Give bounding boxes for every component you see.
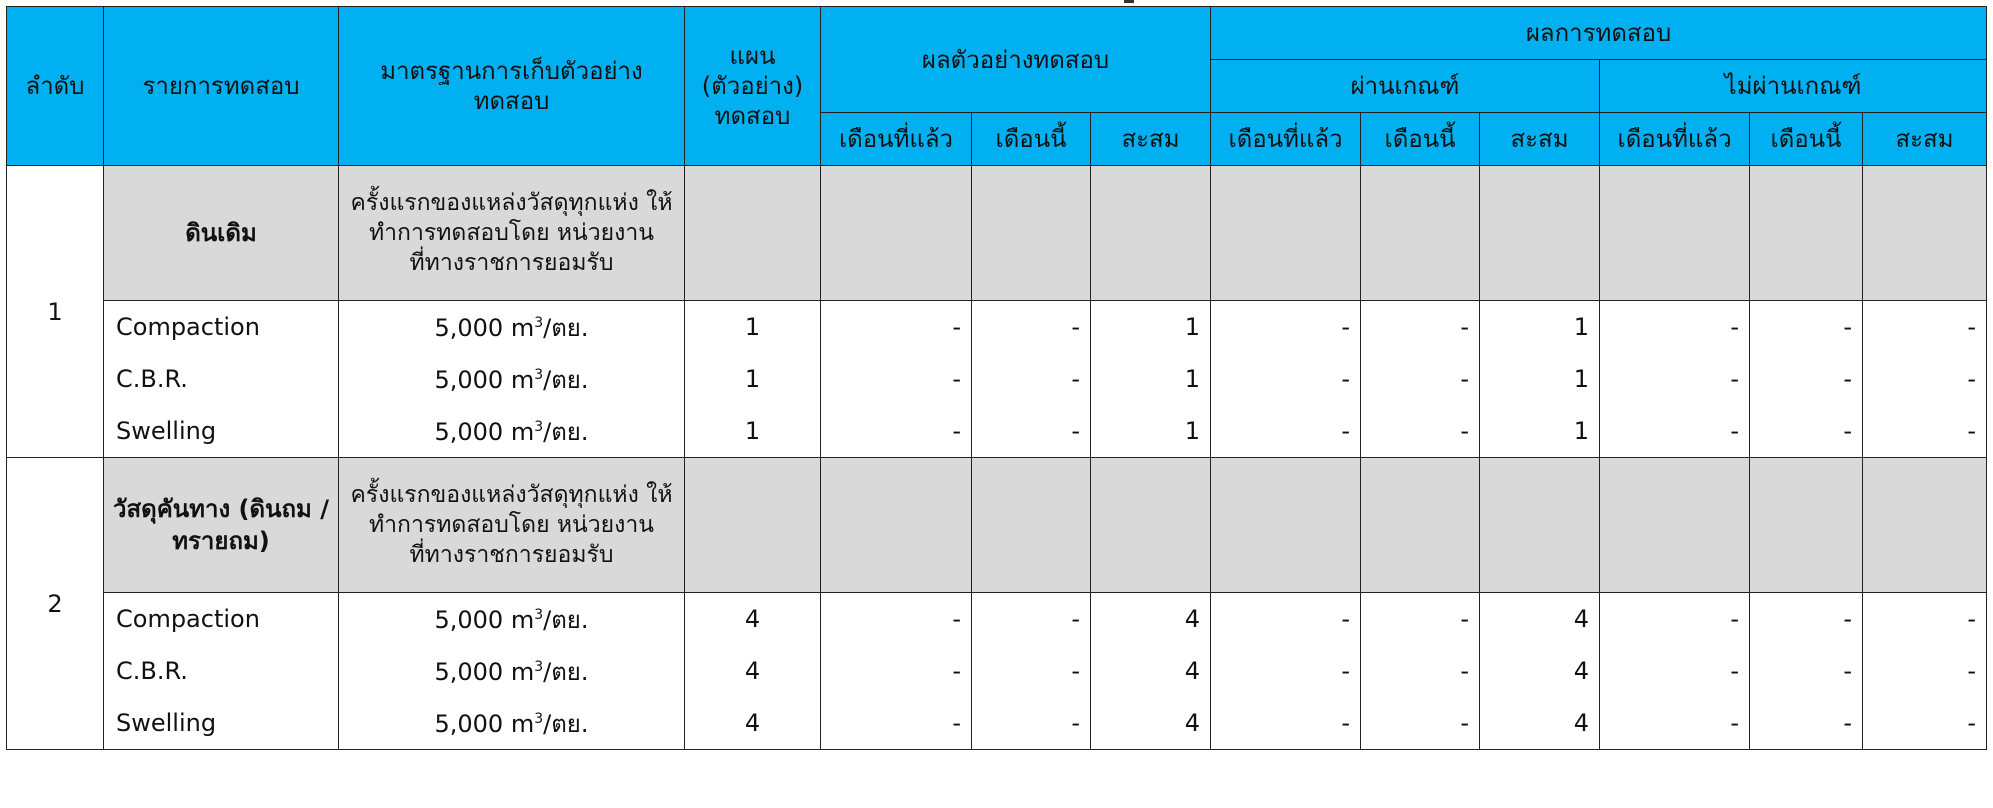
result-cell: 4: [1480, 593, 1600, 646]
section-standard-note: ครั้งแรกของแหล่งวัสดุทุกแห่ง ให้ทำการทดสอบโดย หน่วยงานที่ทางราชการยอมรับ: [339, 166, 685, 301]
result-cell: -: [972, 593, 1091, 646]
standard-value: 5,000 m: [434, 605, 535, 634]
row-index: 2: [7, 458, 104, 750]
table-row: [7, 645, 1987, 697]
result-cell: -: [1750, 593, 1863, 646]
section-empty-cell: [1091, 166, 1211, 301]
test-name: Compaction: [104, 301, 339, 354]
table-body: [7, 166, 1987, 750]
section-empty-cell: [685, 458, 821, 593]
standard-unit: /ตย.: [543, 605, 589, 634]
result-cell: -: [1600, 405, 1750, 458]
result-cell: -: [972, 301, 1091, 354]
header-test-results: ผลการทดสอบ: [1211, 7, 1987, 60]
sampling-standard: [339, 405, 685, 458]
section-header-row: [7, 166, 1987, 301]
standard-value: 5,000 m: [434, 365, 535, 394]
header-fail-cumulative: สะสม: [1863, 113, 1987, 166]
standard-value: 5,000 m: [434, 709, 535, 738]
result-cell: -: [1600, 593, 1750, 646]
standard-unit: /ตย.: [543, 417, 589, 446]
header-pass: ผ่านเกณฑ์: [1211, 60, 1600, 113]
result-cell: -: [1211, 645, 1361, 697]
standard-value: 5,000 m: [434, 417, 535, 446]
table-row: [7, 405, 1987, 458]
section-title: ดินเดิม: [104, 166, 339, 301]
standard-value: 5,000 m: [434, 657, 535, 686]
section-header-row: [7, 458, 1987, 593]
section-empty-cell: [1480, 458, 1600, 593]
section-empty-cell: [821, 458, 972, 593]
result-cell: 4: [1091, 645, 1211, 697]
header-sample-results: ผลตัวอย่างทดสอบ: [821, 7, 1211, 113]
table-row: [7, 697, 1987, 750]
result-cell: -: [1863, 353, 1987, 405]
result-cell: 4: [1480, 697, 1600, 750]
header-fail-last-month: เดือนที่แล้ว: [1600, 113, 1750, 166]
header-item: รายการทดสอบ: [104, 7, 339, 166]
result-cell: -: [1863, 645, 1987, 697]
section-standard-note: ครั้งแรกของแหล่งวัสดุทุกแห่ง ให้ทำการทดสอบโดย หน่วยงานที่ทางราชการยอมรับ: [339, 458, 685, 593]
plan-value: 4: [685, 645, 821, 697]
cubic-superscript: 3: [534, 658, 544, 675]
header-no: ลำดับ: [7, 7, 104, 166]
test-name: C.B.R.: [104, 645, 339, 697]
test-name: Swelling: [104, 405, 339, 458]
section-empty-cell: [1480, 166, 1600, 301]
cubic-superscript: 3: [534, 606, 544, 623]
header-fail-this-month: เดือนนี้: [1750, 113, 1863, 166]
table-row: [7, 353, 1987, 405]
result-cell: -: [1750, 405, 1863, 458]
table-row: [7, 301, 1987, 354]
header-plan: แผน (ตัวอย่าง) ทดสอบ: [685, 7, 821, 166]
result-cell: -: [821, 697, 972, 750]
standard-value: 5,000 m: [434, 313, 535, 342]
section-empty-cell: [1863, 458, 1987, 593]
section-empty-cell: [1750, 458, 1863, 593]
section-empty-cell: [1600, 458, 1750, 593]
result-cell: 4: [1480, 645, 1600, 697]
result-cell: -: [972, 645, 1091, 697]
plan-value: 1: [685, 405, 821, 458]
standard-unit: /ตย.: [543, 709, 589, 738]
result-cell: -: [1361, 645, 1480, 697]
test-name: Compaction: [104, 593, 339, 646]
header-sample-last-month: เดือนที่แล้ว: [821, 113, 972, 166]
plan-value: 4: [685, 593, 821, 646]
section-empty-cell: [1211, 166, 1361, 301]
result-cell: -: [972, 405, 1091, 458]
section-empty-cell: [1091, 458, 1211, 593]
test-results-table: [6, 6, 1987, 750]
plan-value: 1: [685, 301, 821, 354]
cubic-superscript: 3: [534, 314, 544, 331]
section-empty-cell: [972, 458, 1091, 593]
result-cell: -: [1750, 353, 1863, 405]
result-cell: -: [1600, 645, 1750, 697]
result-cell: -: [821, 405, 972, 458]
result-cell: -: [1361, 593, 1480, 646]
result-cell: -: [1361, 301, 1480, 354]
cubic-superscript: 3: [534, 710, 544, 727]
section-empty-cell: [685, 166, 821, 301]
sampling-standard: [339, 593, 685, 646]
section-empty-cell: [1361, 458, 1480, 593]
result-cell: 4: [1091, 593, 1211, 646]
header-standard: มาตรฐานการเก็บตัวอย่างทดสอบ: [339, 7, 685, 166]
sampling-standard: [339, 353, 685, 405]
result-cell: -: [821, 645, 972, 697]
header-sample-this-month: เดือนนี้: [972, 113, 1091, 166]
result-cell: -: [1863, 697, 1987, 750]
result-cell: -: [1863, 301, 1987, 354]
plan-value: 1: [685, 353, 821, 405]
result-cell: -: [1600, 353, 1750, 405]
cubic-superscript: 3: [534, 418, 544, 435]
section-empty-cell: [821, 166, 972, 301]
result-cell: -: [1211, 697, 1361, 750]
standard-unit: /ตย.: [543, 657, 589, 686]
result-cell: -: [1361, 697, 1480, 750]
result-cell: -: [1750, 301, 1863, 354]
result-cell: 1: [1480, 301, 1600, 354]
result-cell: -: [1863, 405, 1987, 458]
result-cell: -: [821, 353, 972, 405]
result-cell: 1: [1480, 405, 1600, 458]
result-cell: -: [1211, 353, 1361, 405]
row-index: 1: [7, 166, 104, 458]
result-cell: -: [972, 353, 1091, 405]
test-results-table-wrapper: [6, 6, 1986, 750]
section-title: วัสดุคันทาง (ดินถม / ทรายถม): [104, 458, 339, 593]
result-cell: 1: [1091, 301, 1211, 354]
result-cell: 4: [1091, 697, 1211, 750]
table-row: [7, 593, 1987, 646]
section-empty-cell: [1863, 166, 1987, 301]
standard-unit: /ตย.: [543, 313, 589, 342]
result-cell: -: [1600, 697, 1750, 750]
header-pass-cumulative: สะสม: [1480, 113, 1600, 166]
result-cell: 1: [1480, 353, 1600, 405]
section-empty-cell: [1600, 166, 1750, 301]
result-cell: -: [1600, 301, 1750, 354]
header-pass-last-month: เดือนที่แล้ว: [1211, 113, 1361, 166]
section-empty-cell: [1211, 458, 1361, 593]
section-empty-cell: [1361, 166, 1480, 301]
plan-value: 4: [685, 697, 821, 750]
section-empty-cell: [1750, 166, 1863, 301]
test-name: Swelling: [104, 697, 339, 750]
sampling-standard: [339, 645, 685, 697]
test-name: C.B.R.: [104, 353, 339, 405]
result-cell: -: [1750, 645, 1863, 697]
result-cell: -: [821, 593, 972, 646]
result-cell: -: [1211, 405, 1361, 458]
result-cell: -: [972, 697, 1091, 750]
result-cell: -: [1361, 405, 1480, 458]
top-edge-mark: [1124, 0, 1134, 3]
result-cell: 1: [1091, 405, 1211, 458]
result-cell: -: [1863, 593, 1987, 646]
result-cell: -: [1361, 353, 1480, 405]
header-sample-cumulative: สะสม: [1091, 113, 1211, 166]
sampling-standard: [339, 697, 685, 750]
result-cell: -: [821, 301, 972, 354]
cubic-superscript: 3: [534, 366, 544, 383]
result-cell: -: [1211, 301, 1361, 354]
section-empty-cell: [972, 166, 1091, 301]
header-pass-this-month: เดือนนี้: [1361, 113, 1480, 166]
result-cell: -: [1750, 697, 1863, 750]
header-fail: ไม่ผ่านเกณฑ์: [1600, 60, 1987, 113]
result-cell: -: [1211, 593, 1361, 646]
standard-unit: /ตย.: [543, 365, 589, 394]
result-cell: 1: [1091, 353, 1211, 405]
sampling-standard: [339, 301, 685, 354]
